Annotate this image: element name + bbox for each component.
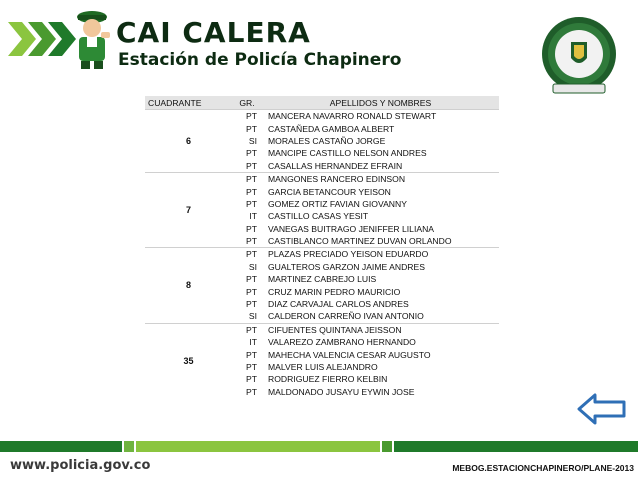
grade-cell: PT bbox=[246, 386, 257, 397]
column-header-grade: GR. bbox=[232, 96, 262, 110]
name-cell: GOMEZ ORTIZ FAVIAN GIOVANNY bbox=[268, 198, 407, 209]
grade-cell: PT bbox=[246, 186, 257, 197]
grade-cell: PT bbox=[246, 299, 257, 310]
chevron-logo-icon bbox=[8, 22, 78, 56]
name-cell: MORALES CASTAÑO JORGE bbox=[268, 135, 386, 146]
grade-cell: PT bbox=[246, 223, 257, 234]
name-cell: VANEGAS BUITRAGO JENIFFER LILIANA bbox=[268, 223, 435, 234]
name-cell: MARTINEZ CABREJO LUIS bbox=[268, 274, 377, 285]
table-row bbox=[145, 323, 499, 336]
footer-stripe-dark-2 bbox=[394, 441, 638, 452]
back-arrow-button[interactable] bbox=[577, 392, 627, 426]
grade-cell: PT bbox=[232, 323, 262, 336]
grade-cell: PT bbox=[232, 248, 262, 261]
name-cell: CASTAÑEDA GAMBOA ALBERT bbox=[268, 123, 395, 134]
name-cell: CASTIBLANCO MARTINEZ DUVAN ORLANDO bbox=[268, 236, 452, 247]
footer-stripe-lime bbox=[136, 441, 380, 452]
name-cell: RODRIGUEZ FIERRO KELBIN bbox=[268, 374, 388, 385]
page-subtitle: Estación de Policía Chapinero bbox=[118, 50, 402, 70]
cuadrante-cell: 35 bbox=[145, 323, 232, 398]
table-row bbox=[145, 248, 499, 261]
name-cell: MAHECHA VALENCIA CESAR AUGUSTO bbox=[268, 349, 431, 360]
name-cell: VALAREZO ZAMBRANO HERNANDO bbox=[268, 337, 416, 348]
name-cell: MANCERA NAVARRO RONALD STEWART bbox=[268, 111, 437, 122]
grade-cell: PT bbox=[246, 148, 257, 159]
police-officer-mascot-icon bbox=[70, 8, 114, 70]
name-cell: CASTILLO CASAS YESIT bbox=[268, 211, 369, 222]
name-cell: CRUZ MARIN PEDRO MAURICIO bbox=[268, 286, 401, 297]
grade-cell: IT bbox=[249, 337, 257, 348]
column-header-names: APELLIDOS Y NOMBRES bbox=[262, 96, 499, 110]
grade-cell: PT bbox=[246, 236, 257, 247]
personnel-table bbox=[145, 96, 499, 398]
grade-cell: PT bbox=[246, 111, 257, 122]
grade-cell: PT bbox=[246, 374, 257, 385]
grade-cell: PT bbox=[246, 198, 257, 209]
footer-website-link[interactable]: www.policia.gov.co bbox=[10, 458, 151, 473]
name-cell: GUALTEROS GARZON JAIME ANDRES bbox=[268, 261, 425, 272]
police-emblem-icon bbox=[539, 14, 619, 100]
grade-cell: SI bbox=[248, 135, 257, 146]
name-cell: PLAZAS PRECIADO YEISON EDUARDO bbox=[262, 248, 499, 261]
grade-cell: PT bbox=[246, 274, 257, 285]
name-cell: MALVER LUIS ALEJANDRO bbox=[268, 362, 378, 372]
table-row bbox=[145, 172, 499, 185]
grade-cell: PT bbox=[246, 349, 257, 360]
cuadrante-cell: 8 bbox=[145, 248, 232, 323]
footer-stripe-dark bbox=[0, 441, 122, 452]
footer-stripe-light bbox=[124, 441, 134, 452]
grade-cell: SI bbox=[248, 311, 257, 322]
grade-cell: PT bbox=[246, 160, 257, 171]
footer-stripe-mid bbox=[382, 441, 392, 452]
name-cell: GARCIA BETANCOUR YEISON bbox=[268, 186, 391, 197]
grade-cell: IT bbox=[249, 211, 257, 222]
cuadrante-cell: 6 bbox=[185, 135, 191, 146]
column-header-cuadrante: CUADRANTE bbox=[145, 96, 232, 110]
name-cell: CIFUENTES QUINTANA JEISSON bbox=[262, 323, 499, 336]
table-row bbox=[145, 110, 499, 123]
name-cell: MALDONADO JUSAYU EYWIN JOSE bbox=[268, 386, 415, 397]
grade-cell: SI bbox=[248, 261, 257, 272]
name-cell: CASALLAS HERNANDEZ EFRAIN bbox=[268, 160, 403, 171]
cuadrante-cell: 7 bbox=[145, 172, 232, 247]
name-cell: MANCIPE CASTILLO NELSON ANDRES bbox=[268, 148, 427, 159]
name-cell: MANGONES RANCERO EDINSON bbox=[262, 172, 499, 185]
grade-cell: PT bbox=[232, 172, 262, 185]
grade-cell: PT bbox=[246, 286, 257, 297]
name-cell: DIAZ CARVAJAL CARLOS ANDRES bbox=[268, 299, 409, 310]
table-header-row bbox=[145, 96, 499, 110]
name-cell: CALDERON CARREÑO IVAN ANTONIO bbox=[268, 311, 424, 322]
page-title: CAI CALERA bbox=[116, 16, 311, 49]
footer-document-code: MEBOG.ESTACIONCHAPINERO/PLANE-2013 bbox=[452, 463, 634, 473]
grade-cell: PT bbox=[246, 362, 257, 372]
grade-cell: PT bbox=[246, 123, 257, 134]
